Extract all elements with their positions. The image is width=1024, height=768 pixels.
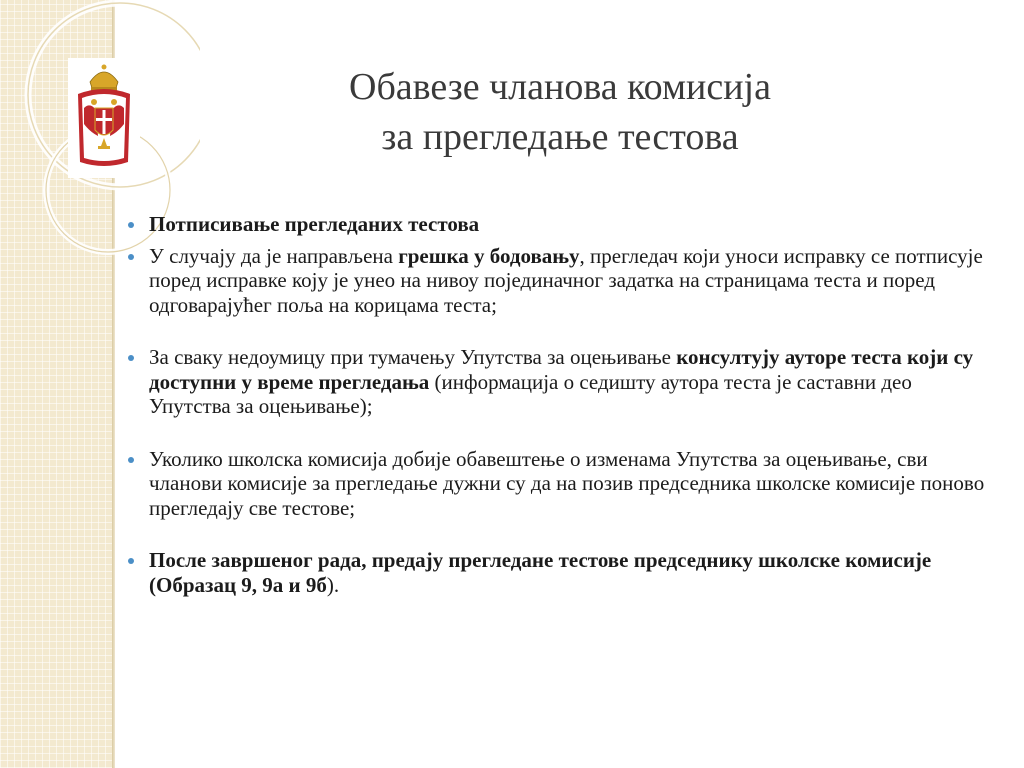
bullet-list: [128, 212, 988, 597]
title-line-1: Обавезе чланова комисија: [349, 66, 771, 108]
bullet-2-text-2: , прегледач који уноси исправку се потписује поред исправке коју је унео на нивоу појединачног задатка на страницама теста и поред одговарајућег поља на корицама теста;: [149, 243, 983, 317]
bullet-dot-icon: [128, 222, 134, 228]
bullet-dot-icon: [128, 254, 134, 260]
list-item: [128, 548, 988, 597]
page-title: [230, 62, 890, 162]
bullet-1-bold: Потписивање прегледаних тестова: [149, 212, 480, 236]
list-item: [128, 212, 988, 237]
list-item: [128, 447, 988, 521]
list-item: [128, 244, 988, 318]
bullet-4-text: Уколико школска комисија добије обавештење о изменама Упутства за оцењивање, сви чланови комисије за прегледање дужни су да на позив председника школске комисије поново прегледају све тестове;: [149, 446, 985, 520]
title-line-2: за прегледање тестова: [381, 116, 739, 158]
bullet-dot-icon: [128, 457, 134, 463]
bullet-5-bold: После завршеног рада, предају прегледане тестове председнику школске комисије (Образац 9, 9а и 9б: [149, 548, 932, 597]
bullet-dot-icon: [128, 558, 134, 564]
bullet-2-text-1: У случају да је направљена: [149, 243, 399, 268]
bullet-3-bold: консултују ауторе теста који су доступни у време прегледања: [149, 345, 974, 394]
bullet-3-text-2: (информација о седишту аутора теста је саставни део Упутства за оцењивање);: [149, 369, 912, 418]
bullet-dot-icon: [128, 355, 134, 361]
bullet-2-bold: грешка у бодовању: [398, 243, 580, 268]
bullet-3-text-1: За сваку недоумицу при тумачењу Упутства за оцењивање: [149, 345, 677, 369]
list-item: [128, 345, 988, 419]
bullet-5-text: ).: [326, 572, 340, 597]
serbian-coat-of-arms-logo: [68, 58, 140, 178]
